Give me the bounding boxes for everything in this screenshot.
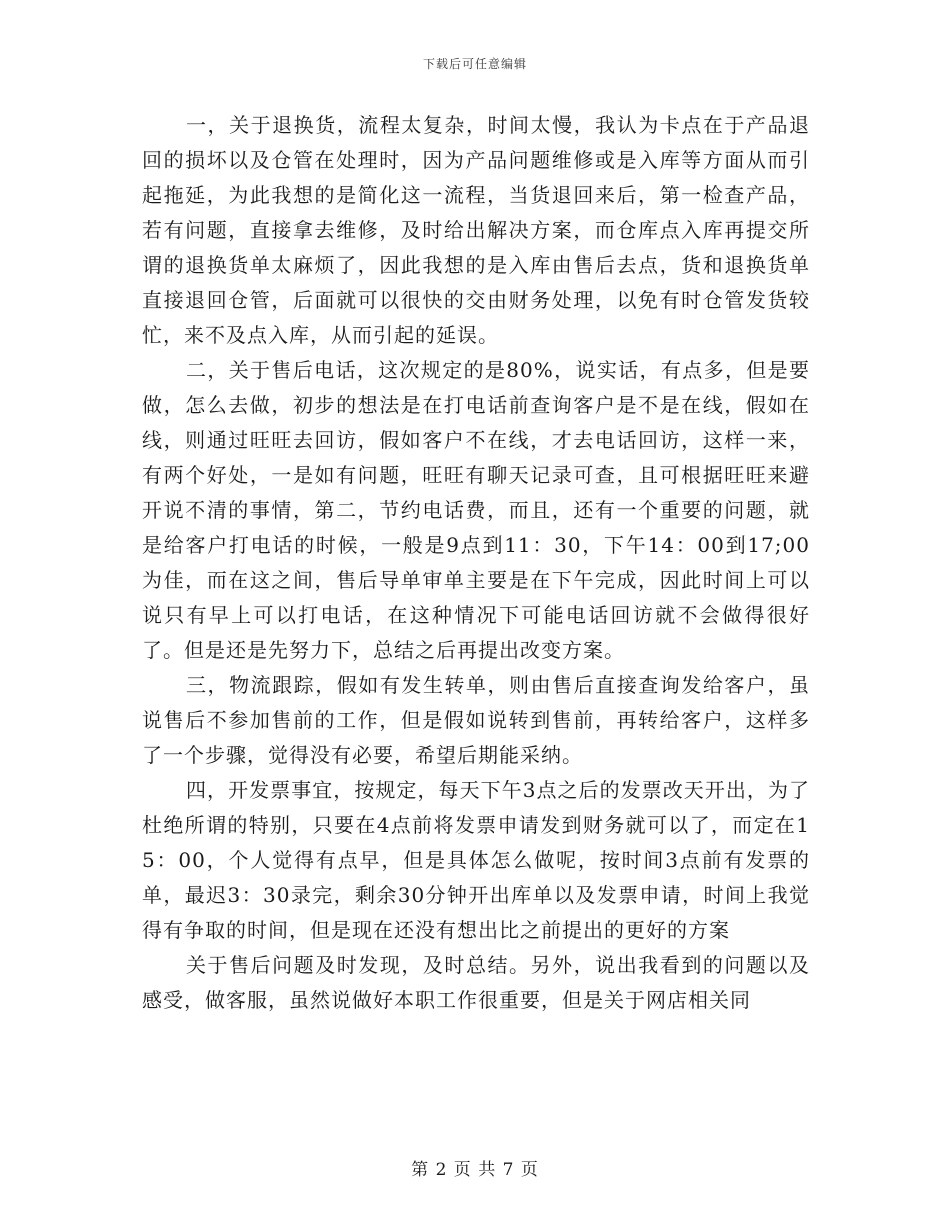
document-body — [142, 108, 810, 1018]
header-note: 下载后可任意编辑 — [422, 57, 527, 71]
paragraph-summary: 关于售后问题及时发现，及时总结。另外，说出我看到的问题以及感受，做客服，虽然说做好本职工作很重要，但是关于网店相关同 — [142, 953, 810, 1012]
page-number: 第 2 页 共 7 页 — [411, 1160, 539, 1180]
paragraph-logistics: 三，物流跟踪，假如有发生转单，则由售后直接查询发给客户，虽说售后不参加售前的工作，但是假如说转到售前，再转给客户，这样多了一个步骤，觉得没有必要，希望后期能采纳。 — [142, 673, 810, 767]
paragraph-after-sales-calls: 二，关于售后电话，这次规定的是80%，说实话，有点多，但是要做，怎么去做，初步的想法是在打电话前查询客户是不是在线，假如在线，则通过旺旺去回访，假如客户不在线，才去电话回访，这样一来，有两个好处，一是如有问题，旺旺有聊天记录可查，且可根据旺旺来避开说不清的事情，第二，节约电话费，而且，还有一个重要的问题，就是给客户打电话的时候，一般是9点到11：30，下午14：00到17;00为佳，而在这之间，售后导单审单主要是在下午完成，因此时间上可以说只有早上可以打电话，在这种情况下可能电话回访就不会做得很好了。但是还是先努力下，总结之后再提出改变方案。 — [142, 358, 810, 662]
paragraph-returns: 一，关于退换货，流程太复杂，时间太慢，我认为卡点在于产品退回的损坏以及仓管在处理时，因为产品问题维修或是入库等方面从而引起拖延，为此我想的是简化这一流程，当货退回来后，第一检查产品，若有问题，直接拿去维修，及时给出解决方案，而仓库点入库再提交所谓的退换货单太麻烦了，因此我想的是入库由售后去点，货和退换货单直接退回仓管，后面就可以很快的交由财务处理，以免有时仓管发货较忙，来不及点入库，从而引起的延误。 — [142, 113, 810, 347]
paragraph-invoices: 四，开发票事宜，按规定，每天下午3点之后的发票改天开出，为了杜绝所谓的特别，只要在4点前将发票申请发到财务就可以了，而定在15：00，个人觉得有点早，但是具体怎么做呢，按时间3点前有发票的单，最迟3：30录完，剩余30分钟开出库单以及发票申请，时间上我觉得有争取的时间，但是现在还没有想出比之前提出的更好的方案 — [142, 778, 810, 942]
